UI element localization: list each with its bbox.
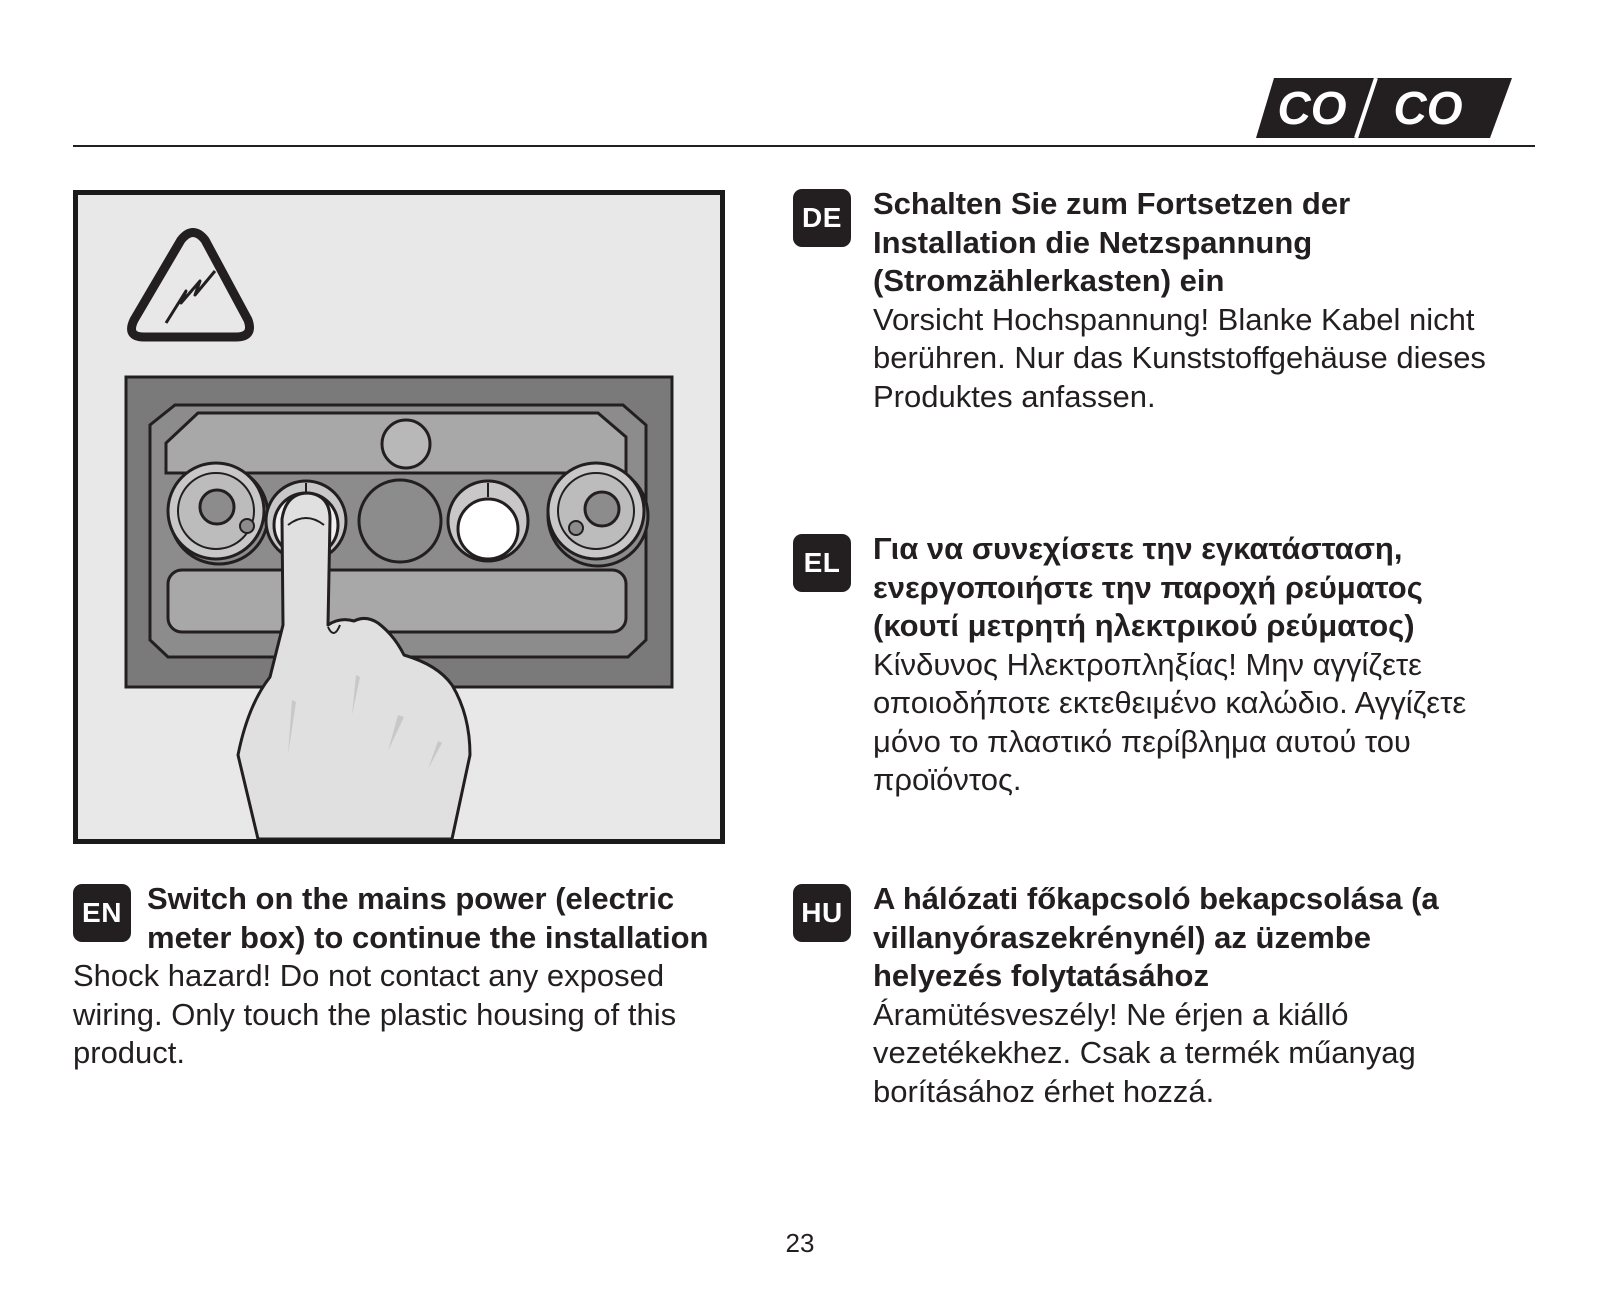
coco-logo [1256, 74, 1516, 142]
meter-box-illustration [126, 377, 672, 687]
header-rule [73, 145, 1535, 147]
section-en [73, 880, 753, 1073]
section-el-title: Για να συνεχίσετε την εγκατάσταση, ενεργοποιήστε την παροχή ρεύματος (κουτί μετρητή ηλεκτρικού ρεύματος) [873, 531, 1423, 643]
section-en-title: Switch on the mains power (electric meter box) to continue the installation [147, 881, 709, 955]
section-hu-title: A hálózati főkapcsoló bekapcsolása (a villanyóraszekrénynél) az üzembe helyezés folytatásához [873, 881, 1439, 993]
logo-text-right: CO [1393, 82, 1463, 134]
language-badge-el: EL [793, 534, 851, 592]
logo-text-left: CO [1277, 82, 1347, 134]
meter-box-figure [73, 190, 725, 844]
page-number: 23 [785, 1228, 815, 1258]
section-en-body: Shock hazard! Do not contact any exposed wiring. Only touch the plastic housing of this product. [73, 958, 677, 1070]
section-el-body: Κίνδυνος Ηλεκτροπληξίας! Μην αγγίζετε οποιοδήποτε εκτεθειμένο καλώδιο. Αγγίζετε μόνο το πλαστικό περίβλημα αυτού του προϊόντος. [873, 646, 1467, 797]
section-de-title: Schalten Sie zum Fortsetzen der Installation die Netzspannung (Stromzählerkasten) ein [873, 186, 1351, 298]
high-voltage-warning-icon [132, 233, 250, 338]
language-badge-hu: HU [793, 884, 851, 942]
section-hu-body: Áramütésveszély! Ne érjen a kiálló vezetékekhez. Csak a termék műanyag borításához érhet hozzá. [873, 996, 1416, 1109]
language-badge-en: EN [73, 884, 131, 942]
section-de-body: Vorsicht Hochspannung! Blanke Kabel nicht berühren. Nur das Kunststoffgehäuse dieses Produktes anfassen. [873, 301, 1486, 414]
language-badge-de: DE [793, 189, 851, 247]
